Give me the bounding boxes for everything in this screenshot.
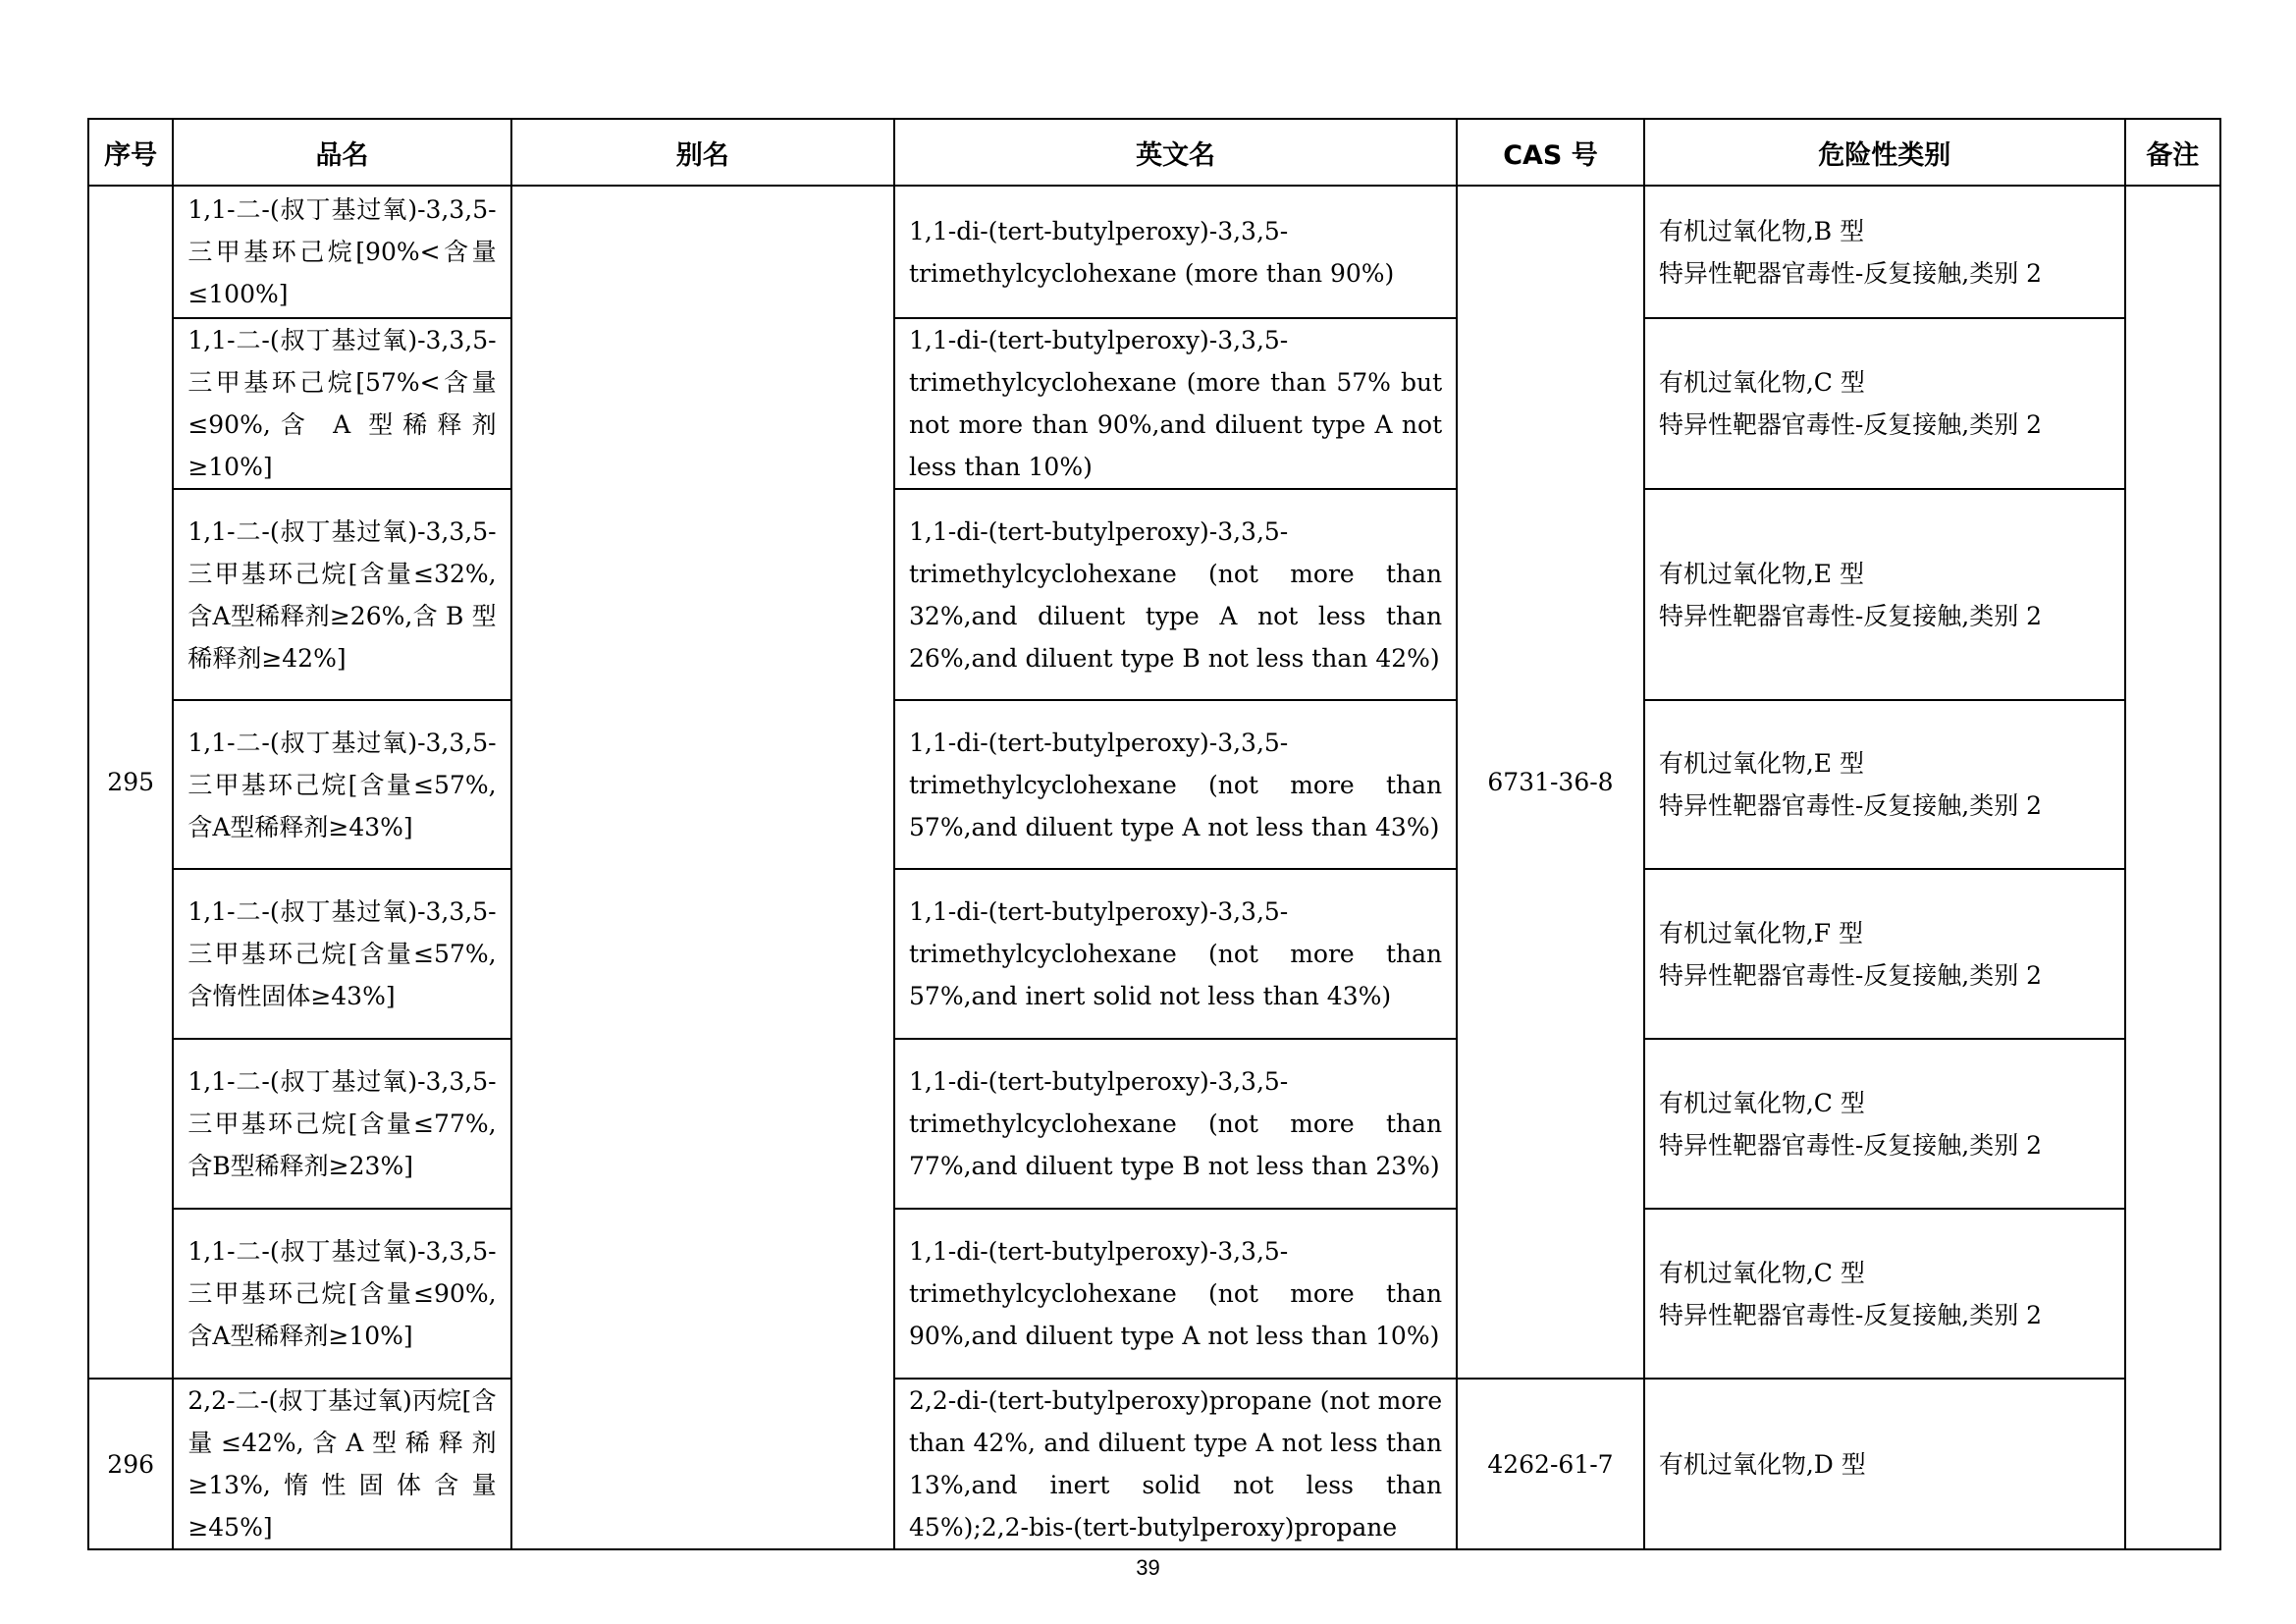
hazard-line: 有机过氧化物,C 型 [1658,368,1865,397]
table-row [88,1379,2220,1549]
product-name-cell: 1,1-二-(叔丁基过氧)-3,3,5-三甲基环己烷[含量≤77%,含B型稀释剂≥23%] [173,1039,510,1209]
hazard-class-cell [1644,869,2125,1039]
product-name-cell: 1,1-二-(叔丁基过氧)-3,3,5-三甲基环己烷[57%<含量≤90%,含 A 型稀释剂≥10%] [173,318,510,489]
product-name-cell: 1,1-二-(叔丁基过氧)-3,3,5-三甲基环己烷[含量≤57%,含A型稀释剂≥43%] [173,700,510,869]
english-name-cell: 1,1-di-(tert-butylperoxy)-3,3,5-trimethylcyclohexane (not more than 90%,and diluent type A not less than 10%) [894,1209,1457,1379]
english-name-cell: 1,1-di-(tert-butylperoxy)-3,3,5-trimethylcyclohexane (not more than 57%,and inert solid not less than 43%) [894,869,1457,1039]
table-header [88,119,2220,186]
english-name-cell: 2,2-di-(tert-butylperoxy)propane (not more than 42%, and diluent type A not less than 13%,and inert solid not less than 45%);2,2-bis-(tert-butylperoxy)propane [894,1379,1457,1549]
serial-number-cell: 296 [88,1379,173,1549]
hazard-line: 特异性靶器官毒性-反复接触,类别 2 [1658,601,2043,630]
english-name-cell: 1,1-di-(tert-butylperoxy)-3,3,5-trimethylcyclohexane (not more than 57%,and diluent type A not less than 43%) [894,700,1457,869]
english-name-cell: 1,1-di-(tert-butylperoxy)-3,3,5-trimethylcyclohexane (more than 57% but not more than 90%,and diluent type A not less than 10%) [894,318,1457,489]
hazard-line: 有机过氧化物,C 型 [1658,1258,1865,1287]
hazard-class-cell [1644,1209,2125,1379]
table-row [88,489,2220,700]
header-cas-number: CAS 号 [1457,119,1644,186]
header-row [88,119,2220,186]
hazard-class-cell [1644,186,2125,318]
hazard-line: 有机过氧化物,E 型 [1658,749,1864,778]
product-name-cell: 1,1-二-(叔丁基过氧)-3,3,5-三甲基环己烷[90%<含量≤100%] [173,186,510,318]
alias-cell [511,186,894,1549]
header-product-name: 品名 [173,119,510,186]
table-row [88,1039,2220,1209]
hazard-line: 特异性靶器官毒性-反复接触,类别 2 [1658,1130,2043,1160]
table-row [88,1209,2220,1379]
hazard-class-cell [1644,1039,2125,1209]
table-row [88,700,2220,869]
header-serial-number: 序号 [88,119,173,186]
hazard-line: 有机过氧化物,D 型 [1658,1449,1866,1479]
remarks-cell [2125,186,2220,1549]
table-row [88,186,2220,318]
hazard-line: 有机过氧化物,C 型 [1658,1088,1865,1117]
hazard-class-cell [1644,700,2125,869]
english-name-cell: 1,1-di-(tert-butylperoxy)-3,3,5-trimethylcyclohexane (more than 90%) [894,186,1457,318]
header-hazard-class: 危险性类别 [1644,119,2125,186]
hazard-line: 有机过氧化物,E 型 [1658,559,1864,588]
product-name-cell: 1,1-二-(叔丁基过氧)-3,3,5-三甲基环己烷[含量≤57%,含惰性固体≥43%] [173,869,510,1039]
hazard-line: 特异性靶器官毒性-反复接触,类别 2 [1658,410,2043,439]
serial-number-cell: 295 [88,186,173,1379]
hazard-class-cell [1644,489,2125,700]
product-name-cell: 1,1-二-(叔丁基过氧)-3,3,5-三甲基环己烷[含量≤90%,含A型稀释剂≥10%] [173,1209,510,1379]
product-name-cell: 1,1-二-(叔丁基过氧)-3,3,5-三甲基环己烷[含量≤32%,含A型稀释剂≥26%,含 B 型稀释剂≥42%] [173,489,510,700]
hazard-line: 有机过氧化物,B 型 [1658,216,1865,245]
header-english-name: 英文名 [894,119,1457,186]
header-alias: 别名 [511,119,894,186]
chemical-catalog-table [87,118,2221,1550]
english-name-cell: 1,1-di-(tert-butylperoxy)-3,3,5-trimethylcyclohexane (not more than 32%,and diluent type A not less than 26%,and diluent type B not less than 42%) [894,489,1457,700]
header-remarks: 备注 [2125,119,2220,186]
cas-number-cell: 6731-36-8 [1457,186,1644,1379]
table-body [88,186,2220,1549]
english-name-cell: 1,1-di-(tert-butylperoxy)-3,3,5-trimethylcyclohexane (not more than 77%,and diluent type B not less than 23%) [894,1039,1457,1209]
page-number: 39 [1136,1555,1160,1580]
hazard-line: 特异性靶器官毒性-反复接触,类别 2 [1658,960,2043,990]
hazard-line: 特异性靶器官毒性-反复接触,类别 2 [1658,1300,2043,1329]
cas-number-cell: 4262-61-7 [1457,1379,1644,1549]
table-row [88,318,2220,489]
product-name-cell: 2,2-二-(叔丁基过氧)丙烷[含量≤42%,含A型稀释剂≥13%,惰性固体含量≥45%] [173,1379,510,1549]
table-row [88,869,2220,1039]
hazard-class-cell [1644,318,2125,489]
hazard-line: 特异性靶器官毒性-反复接触,类别 2 [1658,258,2043,288]
hazard-line: 有机过氧化物,F 型 [1658,918,1864,947]
hazard-line: 特异性靶器官毒性-反复接触,类别 2 [1658,791,2043,820]
hazard-class-cell [1644,1379,2125,1549]
